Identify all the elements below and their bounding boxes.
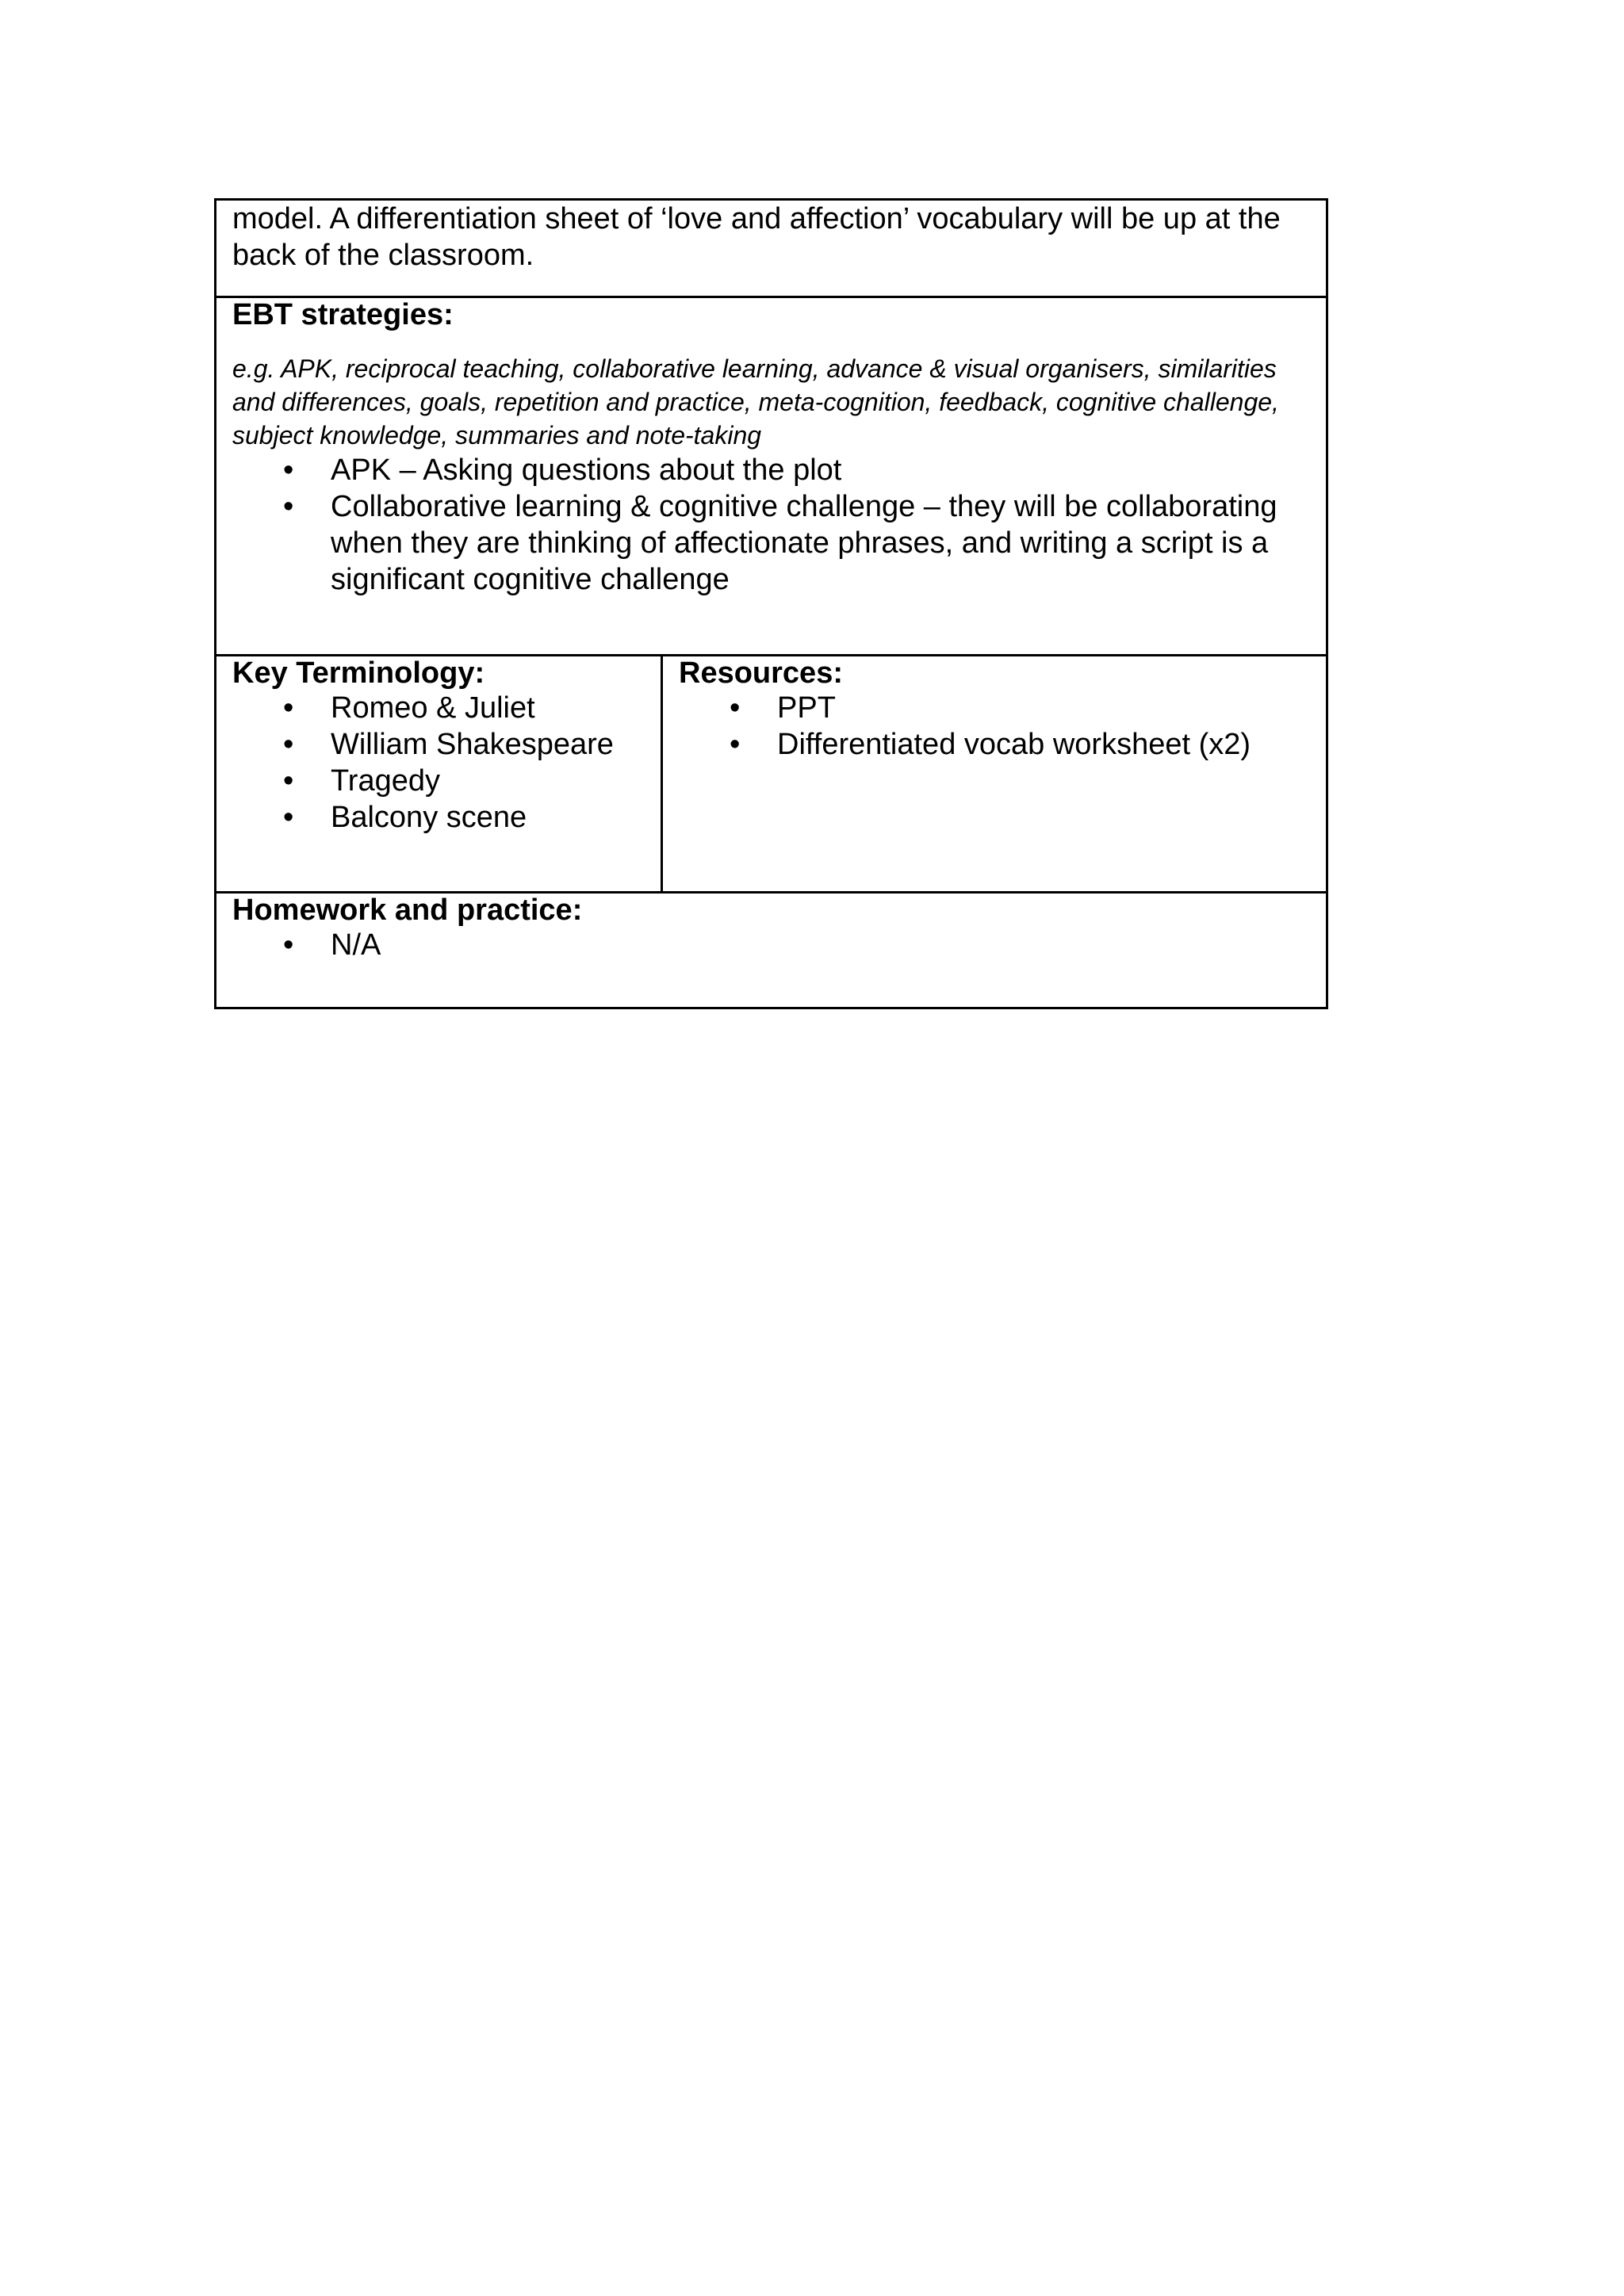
resources-list [679, 690, 1310, 763]
list-item-text: PPT [777, 691, 836, 725]
list-item-text: Tragedy [331, 764, 440, 798]
terms-resources-row [216, 656, 1327, 893]
list-item [679, 726, 1310, 763]
bullet-icon: • [283, 490, 294, 523]
continued-row [216, 200, 1327, 297]
ebt-list [232, 452, 1310, 598]
list-item [232, 763, 645, 799]
list-item [232, 690, 645, 726]
key-terminology-heading: Key Terminology: [232, 656, 485, 690]
list-item [232, 488, 1310, 598]
lesson-plan-table [214, 198, 1328, 1009]
list-item-text: Differentiated vocab worksheet (x2) [777, 728, 1251, 761]
list-item-text: Romeo & Juliet [331, 691, 535, 725]
list-item-text: Collaborative learning & cognitive challenge – they will be collaborating when they are thinking of affectionate phrases, and writing a script is a significant cognitive challenge [331, 490, 1277, 596]
list-item [679, 690, 1310, 726]
list-item-text: William Shakespeare [331, 728, 614, 761]
bullet-icon: • [283, 801, 294, 834]
key-terminology-cell [216, 656, 662, 893]
list-item-text: APK – Asking questions about the plot [331, 453, 842, 487]
resources-cell [662, 656, 1327, 893]
bullet-icon: • [283, 453, 294, 487]
bullet-icon: • [283, 764, 294, 798]
bullet-icon: • [283, 691, 294, 725]
homework-heading: Homework and practice: [232, 894, 583, 927]
bullet-icon: • [730, 691, 741, 725]
list-item [232, 799, 645, 836]
bullet-icon: • [283, 928, 294, 962]
list-item [232, 726, 645, 763]
list-item-text: N/A [331, 928, 381, 962]
resources-heading: Resources: [679, 656, 843, 690]
bullet-icon: • [730, 728, 741, 761]
ebt-cell [216, 297, 1327, 656]
bullet-icon: • [283, 728, 294, 761]
key-terminology-list [232, 690, 645, 836]
continued-cell [216, 200, 1327, 297]
ebt-heading: EBT strategies: [232, 298, 454, 331]
ebt-row [216, 297, 1327, 656]
list-item [232, 927, 1310, 963]
homework-list [232, 927, 1310, 963]
homework-cell [216, 893, 1327, 1008]
ebt-hint: e.g. APK, reciprocal teaching, collaborative learning, advance & visual organisers, similarities and differences, goals, repetition and practice, meta-cognition, feedback, cognitive challenge, subject knowledge, summaries and note-taking [232, 354, 1279, 450]
continued-text: model. A differentiation sheet of ‘love and affection’ vocabulary will be up at the back of the classroom. [232, 202, 1281, 272]
homework-row [216, 893, 1327, 1008]
list-item-text: Balcony scene [331, 801, 527, 834]
list-item [232, 452, 1310, 488]
